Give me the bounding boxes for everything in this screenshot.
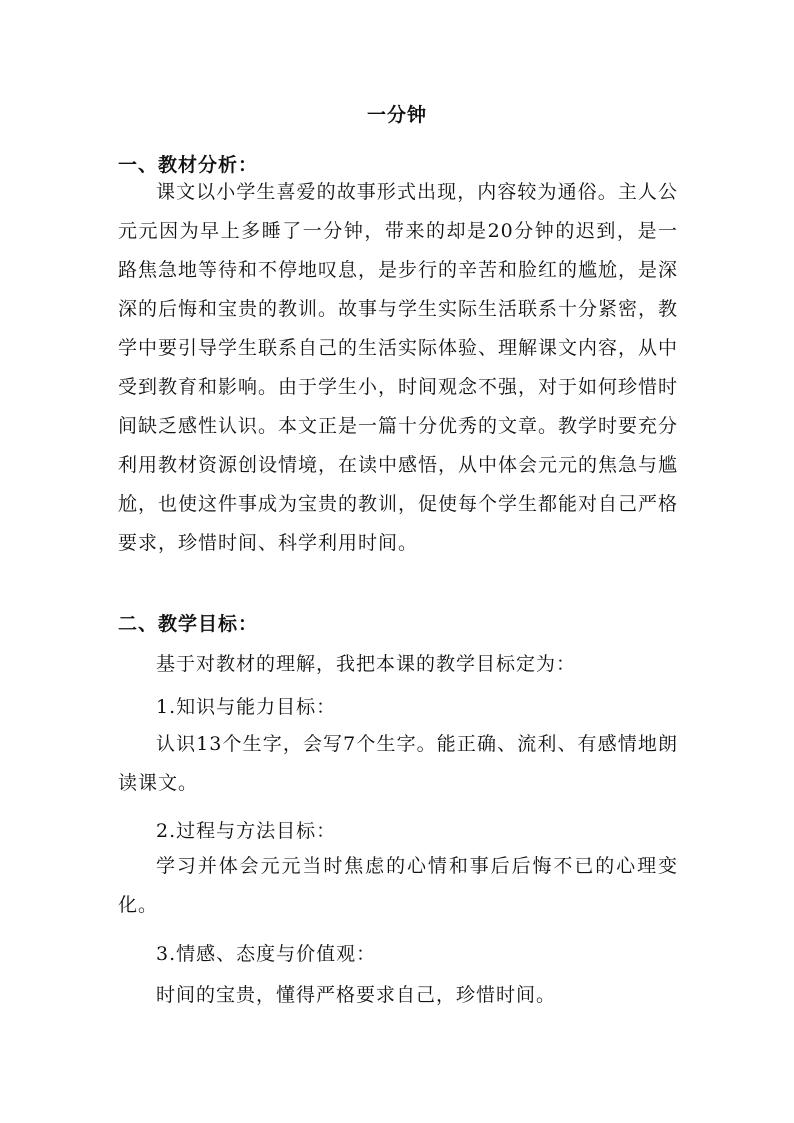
- goal1-text: 认识13个生字，会写7个生字。能正确、流利、有感情地朗读课文。: [118, 733, 678, 794]
- document-title: 一分钟: [366, 104, 427, 126]
- goal3-text: 时间的宝贵，懂得严格要求自己，珍惜时间。: [156, 984, 557, 1006]
- goal1-label: 1.知识与能力目标：: [156, 696, 337, 718]
- goal3-label: 3.情感、态度与价值观：: [156, 943, 377, 965]
- analysis-paragraph: 课文以小学生喜爱的故事形式出现，内容较为通俗。主人公元元因为早上多睡了一分钟，带来的却是20分钟的迟到，是一路焦急地等待和不停地叹息，是步行的辛苦和脸红的尴尬，是深深的后悔和宝贵的教训。故事与学生实际生活联系十分紧密，教学中要引导学生联系自己的生活实际体验、理解课文内容，从中受到教育和影响。由于学生小，时间观念不强，对于如何珍惜时间缺乏感性认识。本文正是一篇十分优秀的文章。教学时要充分利用教材资源创设情境，在读中感悟，从中体会元元的焦急与尴尬，也使这件事成为宝贵的教训，促使每个学生都能对自己严格要求，珍惜时间、科学利用时间。: [118, 181, 679, 554]
- section-heading-analysis: 一、教材分析：: [118, 154, 259, 176]
- goal2-text: 学习并体会元元当时焦虑的心情和事后后悔不已的心理变化。: [118, 855, 678, 916]
- goals-intro: 基于对教材的理解，我把本课的教学目标定为：: [156, 653, 577, 675]
- section-heading-goals: 二、教学目标：: [118, 613, 259, 635]
- goal2-label: 2.过程与方法目标：: [156, 820, 337, 842]
